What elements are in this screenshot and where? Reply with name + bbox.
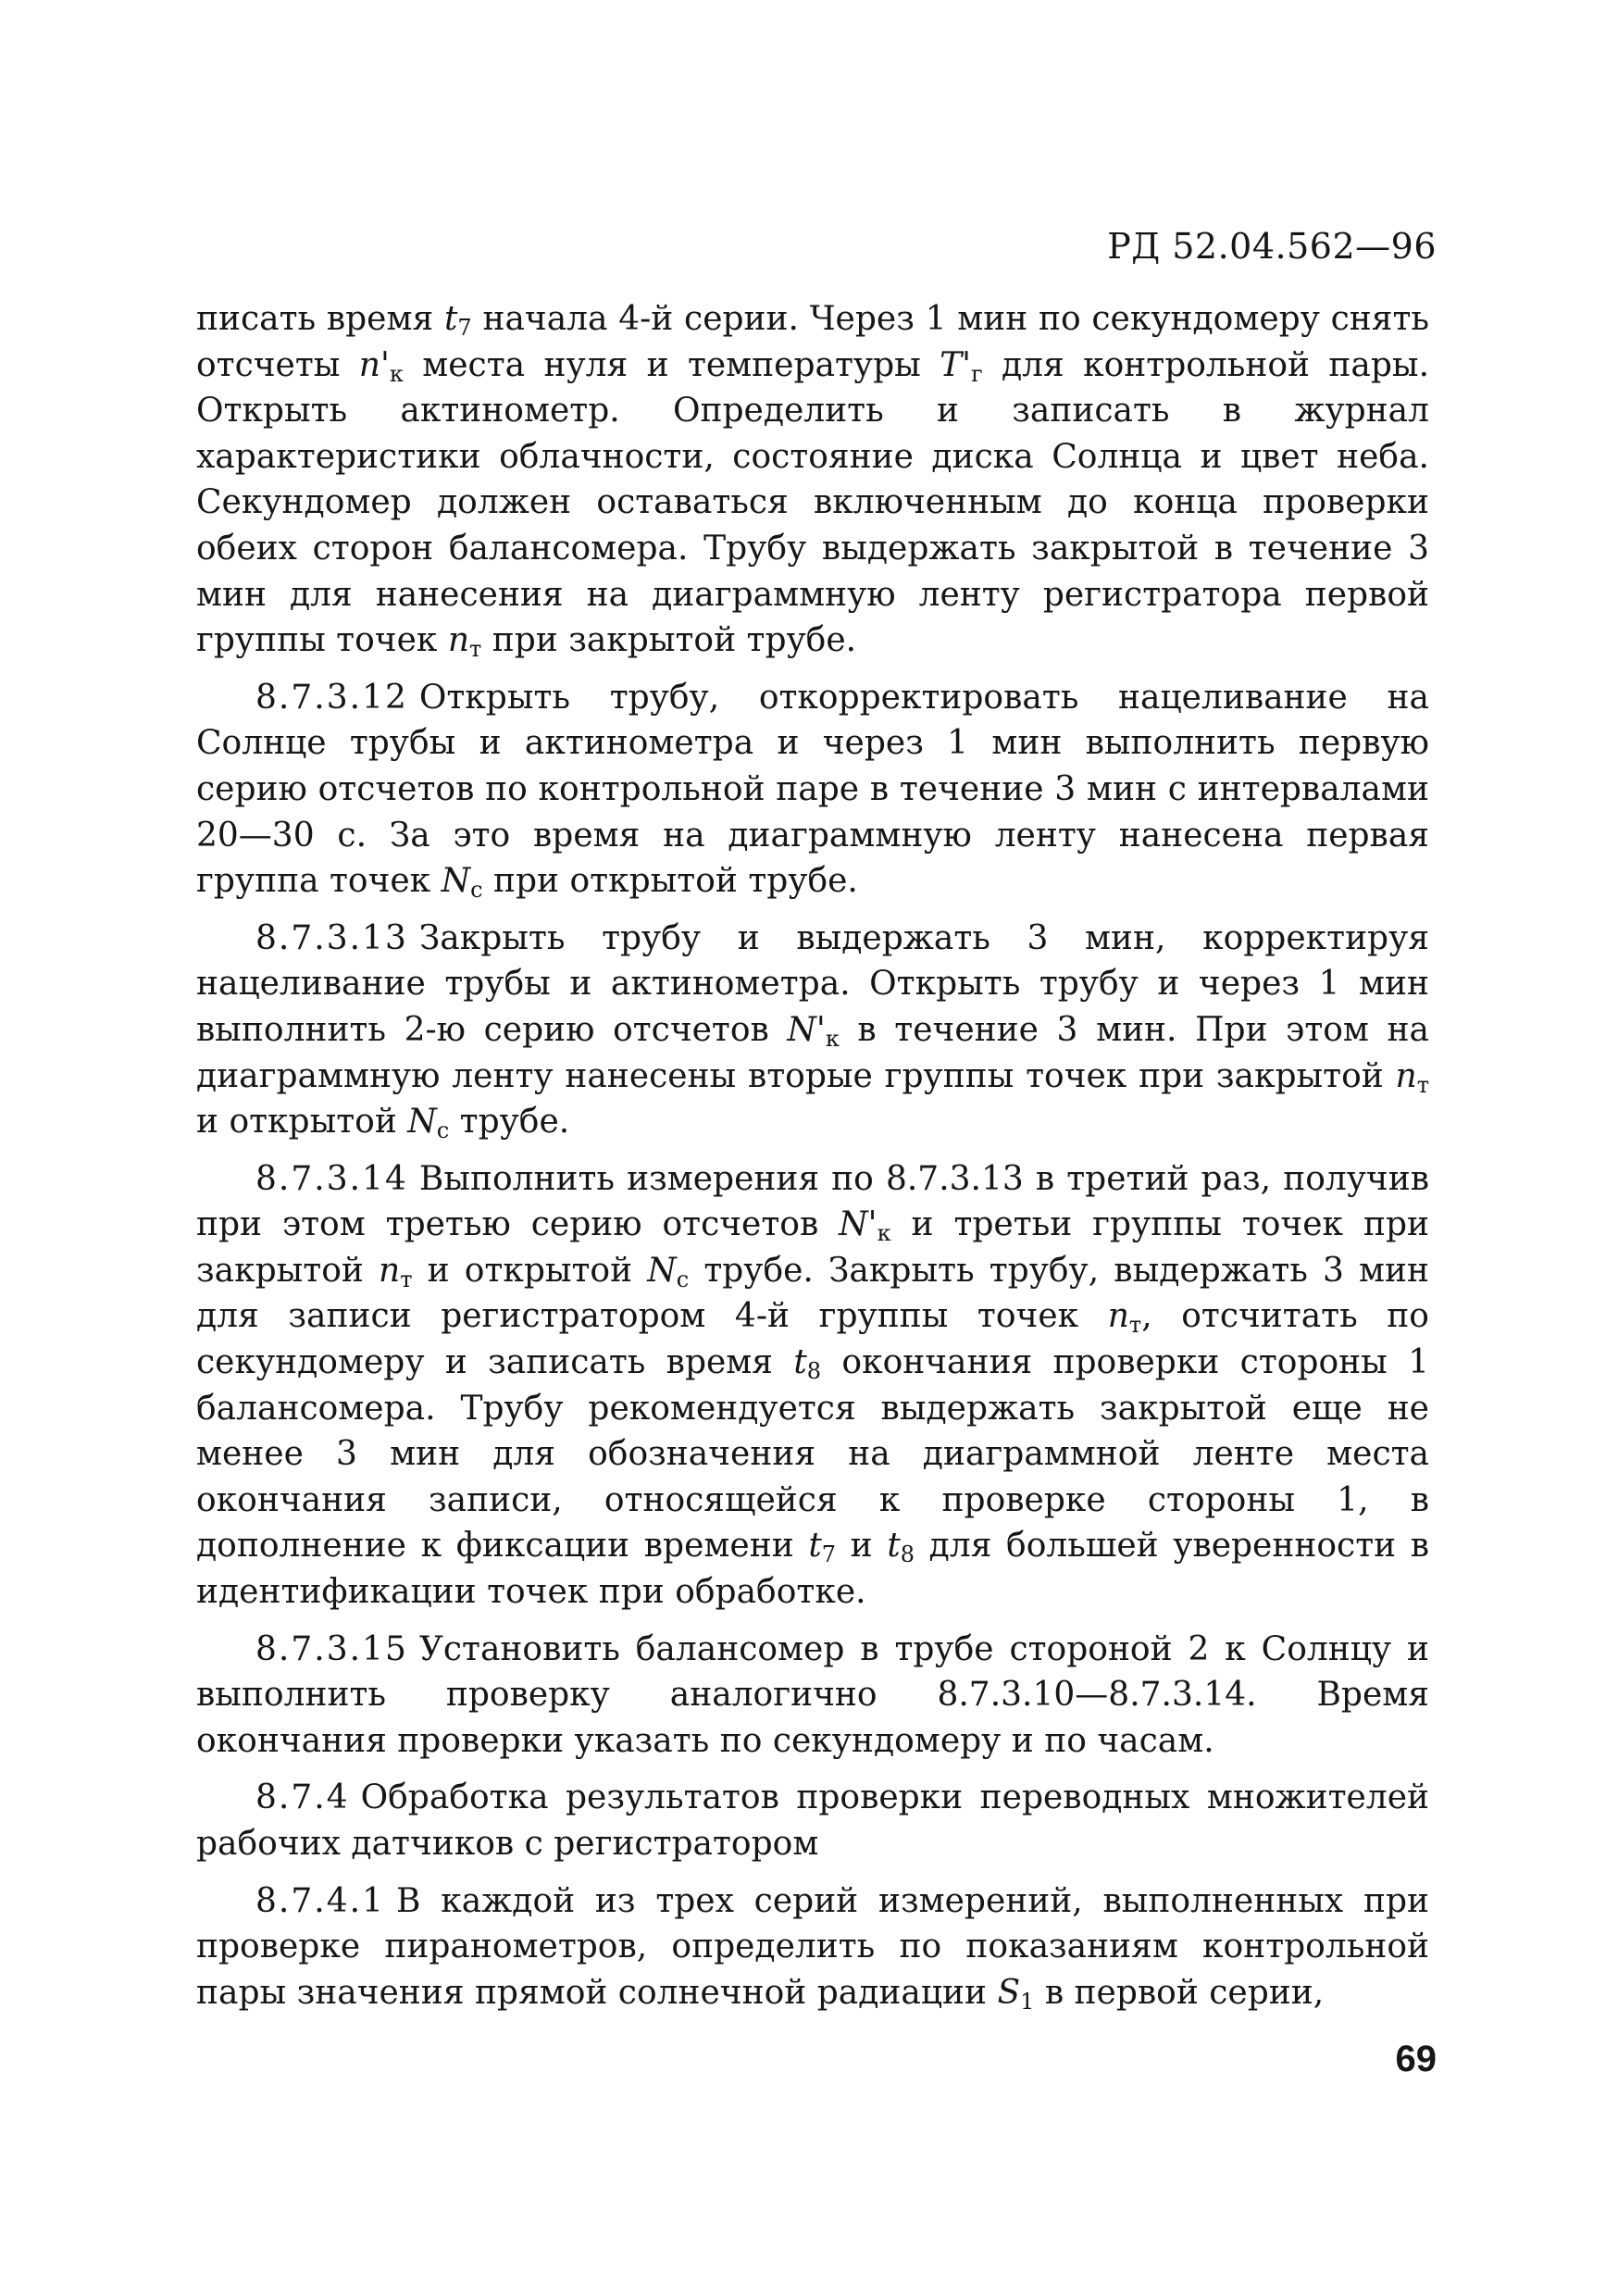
page-body [196,296,1429,2027]
closed-points-symbol: $n_т$ [1395,1056,1429,1098]
page-number: 69 [1395,2039,1437,2079]
paragraph-text: Открыть трубу, откорректировать нацеливание на Солнце трубы и актинометра и через 1 мин выполнить первую серию отсчетов по контрольной паре в течение 3 мин с интервалами 20—30 с. За это время на диаграммную ленту нанесена первая группа точек [196,678,1429,901]
open-points-symbol: $N_с$ [441,862,483,904]
time-symbol: $t_7$ [443,300,472,341]
paragraph-text: Закрыть трубу и выдержать 3 мин, корректируя нацеливание трубы и актинометра. Открыть трубу и через 1 мин выполнить 2-ю серию отсчетов [196,918,1429,1049]
radiation-symbol: $S_1$ [997,1973,1035,2015]
section-8-7-4 [196,1775,1429,1866]
paragraph-text: трубе. Закрыть трубу, выдержать 3 мин для записи регистратором 4-й группы точек [196,1251,1429,1336]
paragraph-text: в первой серии, [1034,1973,1325,2012]
paragraph-text: для большей уверенности в идентификации точек при обработке. [196,1527,1429,1612]
time-symbol: $t_8$ [793,1343,822,1385]
section-8-7-3-15 [196,1627,1429,1765]
temperature-symbol: $T'_г$ [940,345,983,387]
paragraph-text: и [836,1527,888,1566]
paragraph-text: и третьи группы точек при закрытой [196,1205,1429,1290]
section-8-7-3-14 [196,1156,1429,1616]
reading-symbol: $N'_к$ [839,1205,891,1247]
zero-reading-symbol: $n'_к$ [358,345,404,387]
section-8-7-4-1 [196,1878,1429,2016]
paragraph-text: В каждой из трех серий измерений, выполненных при проверке пиранометров, определить по показаниям контрольной пары значения прямой солнечной радиации [196,1881,1429,2012]
document-code: РД 52.04.562—96 [1107,226,1437,267]
paragraph-text: Выполнить измерения по 8.7.3.13 в третий раз, получив при этом третью серию отсчетов [196,1159,1429,1244]
closed-points-symbol: $n_т$ [447,621,482,663]
reading-symbol: $N'_к$ [787,1010,840,1052]
paragraph-text: при закрытой трубе. [481,621,857,660]
paragraph-text: писать время [196,300,444,338]
paragraph-text: в течение 3 мин. При этом на диаграммную ленту нанесены вторые группы точек при закрытой [196,1010,1429,1095]
paragraph-text: и открытой [412,1251,648,1290]
section-number: 8.7.3.13 [255,918,408,957]
paragraph-continued [196,296,1429,664]
time-symbol: $t_8$ [887,1527,915,1568]
paragraph-text: при открытой трубе. [482,862,858,901]
paragraph-text: окончания проверки стороны 1 балансомера. Трубу рекомендуется выдержать закрытой еще не менее 3 мин для обозначения на диаграммной ленте места окончания записи, относящейся к проверке стороны 1, в дополнение к фиксации времени [196,1343,1429,1566]
section-number: 8.7.3.14 [255,1159,408,1198]
closed-points-symbol: $n_т$ [1107,1297,1142,1339]
section-number: 8.7.3.15 [255,1629,408,1668]
paragraph-text: Установить балансомер в трубе стороной 2 к Солнцу и выполнить проверку аналогично 8.7.3.10—8.7.3.14. Время окончания проверки указать по секундомеру и по часам. [196,1629,1429,1760]
section-number: 8.7.4.1 [255,1881,385,1920]
paragraph-text: места нуля и температуры [403,345,940,384]
section-8-7-3-13 [196,916,1429,1145]
section-8-7-3-12 [196,675,1429,905]
paragraph-text: для контрольной пары. Открыть актинометр. Определить и записать в журнал характеристики облачности, состояние диска Солнца и цвет неба. Секундомер должен оставаться включенным до конца проверки обеих сторон балансомера. Трубу выдержать закрытой в течение 3 мин для нанесения на диаграммную ленту регистратора первой группы точек [196,345,1430,660]
section-number: 8.7.3.12 [255,678,408,717]
section-number: 8.7.4 [255,1778,350,1817]
paragraph-text: начала 4-й серии. Через 1 мин по секундомеру снять отсчеты [196,300,1429,384]
open-points-symbol: $N_с$ [647,1251,690,1292]
paragraph-text: Обработка результатов проверки переводных множителей рабочих датчиков с регистратором [196,1778,1429,1863]
paragraph-text: трубе. [449,1103,570,1142]
paragraph-text: , отсчитать по секундомеру и записать время [196,1297,1429,1382]
open-points-symbol: $N_с$ [407,1103,450,1144]
paragraph-text: и открытой [196,1103,408,1142]
closed-points-symbol: $n_т$ [379,1251,413,1292]
time-symbol: $t_7$ [808,1527,837,1568]
